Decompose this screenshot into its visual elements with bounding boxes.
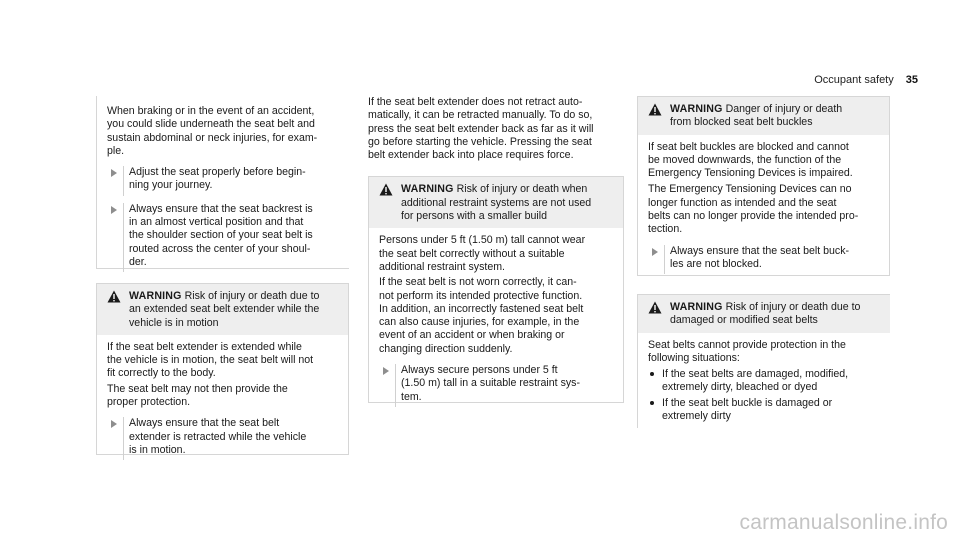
intro-paragraph: If the seat belt extender does not retract auto- matically, it can be retracted manually. To do so, press the seat belt extender back as far as it will go before starting the vehicle. Pressing the seat belt extender back into place requires force.	[368, 96, 594, 162]
arrow-right-icon	[111, 420, 117, 428]
warning-header	[638, 97, 889, 135]
instruction-step: Always secure persons under 5 ft (1.50 m) tall in a suitable restraint sys- tem.	[379, 364, 613, 404]
page-number: 35	[905, 74, 918, 86]
arrow-right-icon	[383, 367, 389, 375]
warning-paragraph: If seat belt buckles are blocked and cannot be moved downwards, the function of the Emergency Tensioning Devices is impaired.	[648, 140, 853, 180]
info-box	[96, 96, 349, 269]
warning-paragraph: If the seat belt is not worn correctly, it can- not perform its intended protective function. In addition, an incorrectly fastened seat belt can also cause injuries, for example, in the event of an accident or when braking or changing direction suddenly.	[379, 276, 584, 355]
column-1	[96, 96, 349, 455]
warning-paragraph: Persons under 5 ft (1.50 m) tall cannot wear the seat belt correctly without a suitable additional restraint system.	[379, 234, 586, 273]
warning-paragraph: If the seat belt extender is extended while the vehicle is in motion, the seat belt will not fit correctly to the body.	[107, 340, 314, 380]
warning-body	[638, 135, 889, 292]
instruction-step: Always ensure that the seat backrest is in an almost vertical position and that the shoulder section of your seat belt is routed across the center of your shoul- der.	[107, 203, 339, 269]
page-header	[814, 74, 918, 87]
warning-triangle-icon	[107, 290, 121, 303]
warning-body	[638, 333, 890, 436]
warning-paragraph: The Emergency Tensioning Devices can no longer function as intended and the seat belts can no longer provide the intended pro- tection.	[648, 183, 859, 236]
warning-header	[369, 177, 623, 228]
warning-title: WARNING Risk of injury or death when additional restraint systems are not used for persons with a smaller build	[401, 183, 592, 223]
warning-triangle-icon	[648, 103, 662, 116]
column-2	[368, 96, 624, 403]
section-title: Occupant safety	[814, 74, 894, 86]
warning-box	[637, 96, 890, 276]
bullet-list	[648, 368, 880, 423]
warning-box	[637, 294, 890, 428]
warning-box	[96, 283, 349, 455]
column-3	[637, 96, 890, 428]
watermark: carmanualsonline.info	[739, 510, 948, 533]
list-item: If the seat belts are damaged, modified, extremely dirty, bleached or dyed	[648, 368, 880, 395]
step-divider	[123, 166, 124, 196]
warning-header	[638, 295, 890, 333]
list-item: If the seat belt buckle is damaged or extremely dirty	[648, 397, 880, 424]
warning-title: WARNING Risk of injury or death due to damaged or modified seat belts	[670, 301, 861, 327]
warning-header	[97, 284, 348, 335]
instruction-step: Always ensure that the seat belt buck- les are not blocked.	[648, 245, 879, 272]
arrow-right-icon	[111, 206, 117, 214]
warning-box	[368, 176, 624, 403]
intro-paragraph: When braking or in the event of an accident, you could slide underneath the seat belt and sustain abdominal or neck injuries, for exam- ple.	[107, 105, 318, 157]
step-divider	[664, 245, 665, 275]
warning-paragraph: The seat belt may not then provide the proper protection.	[107, 382, 288, 409]
warning-paragraph: Seat belts cannot provide protection in the following situations:	[648, 338, 846, 364]
step-divider	[395, 364, 396, 407]
instruction-step: Always ensure that the seat belt extender is retracted while the vehicle is in motion.	[107, 417, 338, 457]
warning-body	[369, 228, 623, 424]
instruction-step: Adjust the seat properly before begin- ning your journey.	[107, 166, 339, 193]
step-divider	[123, 417, 124, 460]
step-divider	[123, 203, 124, 272]
warning-title: WARNING Risk of injury or death due to an extended seat belt extender while the vehicle is in motion	[129, 290, 320, 329]
arrow-right-icon	[111, 169, 117, 177]
arrow-right-icon	[652, 248, 658, 256]
warning-triangle-icon	[379, 183, 393, 196]
warning-body	[97, 335, 348, 477]
warning-title: WARNING Danger of injury or death from blocked seat belt buckles	[670, 103, 843, 129]
warning-triangle-icon	[648, 301, 662, 314]
